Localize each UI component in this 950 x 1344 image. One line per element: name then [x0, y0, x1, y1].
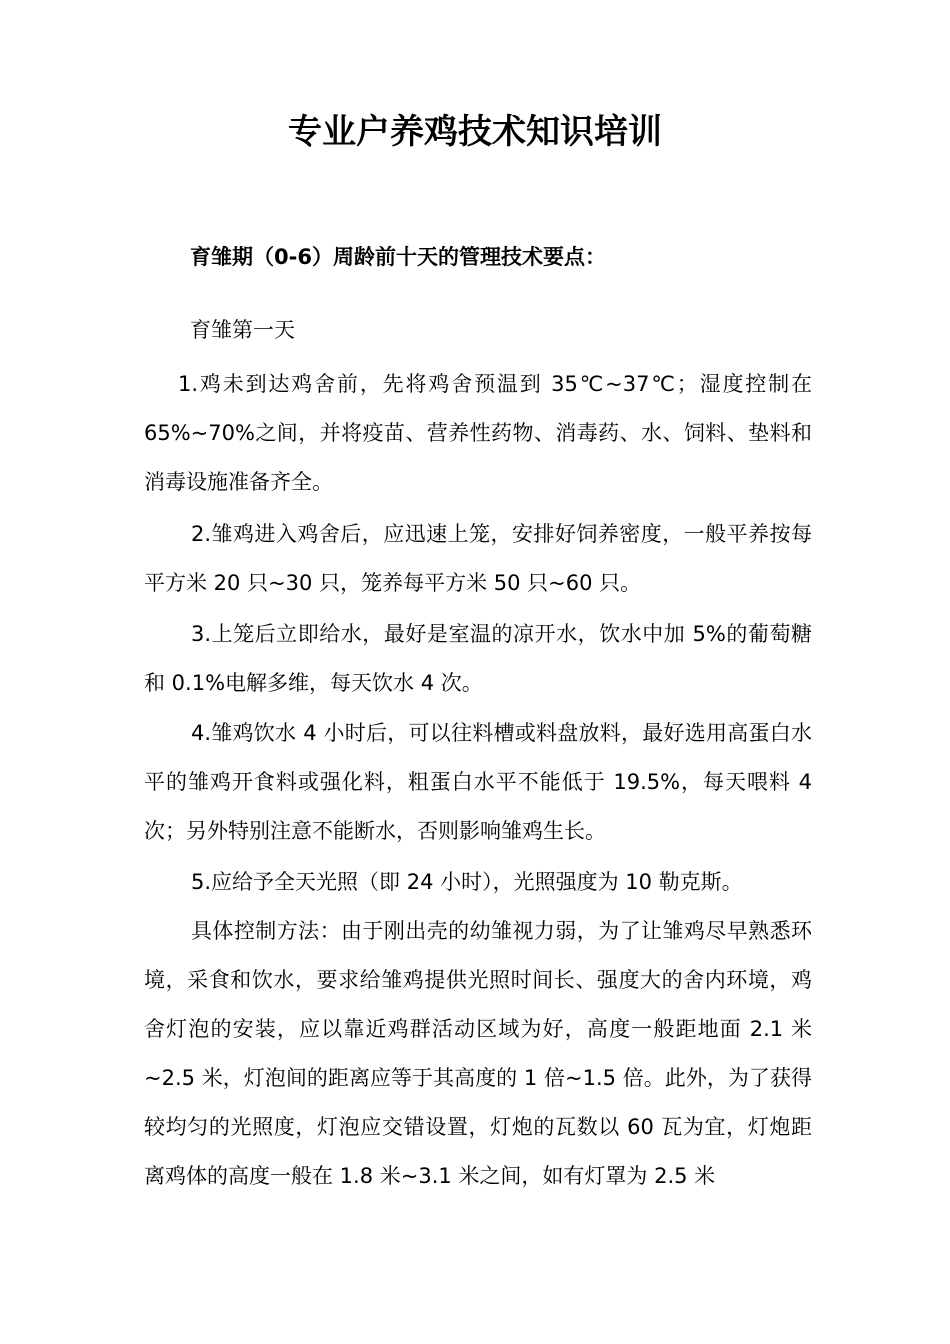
paragraph: 3.上笼后立即给水，最好是室温的凉开水，饮水中加 5%的葡萄糖和 0.1%电解多维，每天饮水 4 次。 — [144, 622, 812, 695]
section-heading: 育雏期（0-6）周龄前十天的管理技术要点： — [190, 245, 606, 269]
subheading: 育雏第一天 — [190, 318, 295, 342]
paragraph: 4.雏鸡饮水 4 小时后，可以往料槽或料盘放料，最好选用高蛋白水平的雏鸡开食料或强化料，粗蛋白水平不能低于 19.5%，每天喂料 4 次；另外特别注意不能断水，否则影响雏鸡生长。 — [144, 721, 812, 843]
document-title: 专业户养鸡技术知识培训 — [288, 112, 662, 152]
paragraph: 2.雏鸡进入鸡舍后，应迅速上笼，安排好饲养密度，一般平养按每平方米 20 只~30 只，笼养每平方米 50 只~60 只。 — [144, 522, 812, 595]
paragraph: 1.鸡未到达鸡舍前，先将鸡舍预温到 35℃~37℃；湿度控制在 65%~70%之间，并将疫苗、营养性药物、消毒药、水、饲料、垫料和消毒设施准备齐全。 — [144, 372, 812, 494]
paragraph: 5.应给予全天光照（即 24 小时），光照强度为 10 勒克斯。 — [191, 870, 743, 894]
paragraph: 具体控制方法：由于刚出壳的幼雏视力弱，为了让雏鸡尽早熟悉环境，采食和饮水，要求给雏鸡提供光照时间长、强度大的舍内环境，鸡舍灯泡的安装，应以靠近鸡群活动区域为好，高度一般距地面 2.1 米~2.5 米，灯泡间的距离应等于其高度的 1 倍~1.5 倍。此外，为了获得较均匀的光照度，灯泡应交错设置，灯炮的瓦数以 60 瓦为宜，灯炮距离鸡体的高度一般在 1.8 米~3.1 米之间，如有灯罩为 2.5 米 — [144, 919, 812, 1188]
